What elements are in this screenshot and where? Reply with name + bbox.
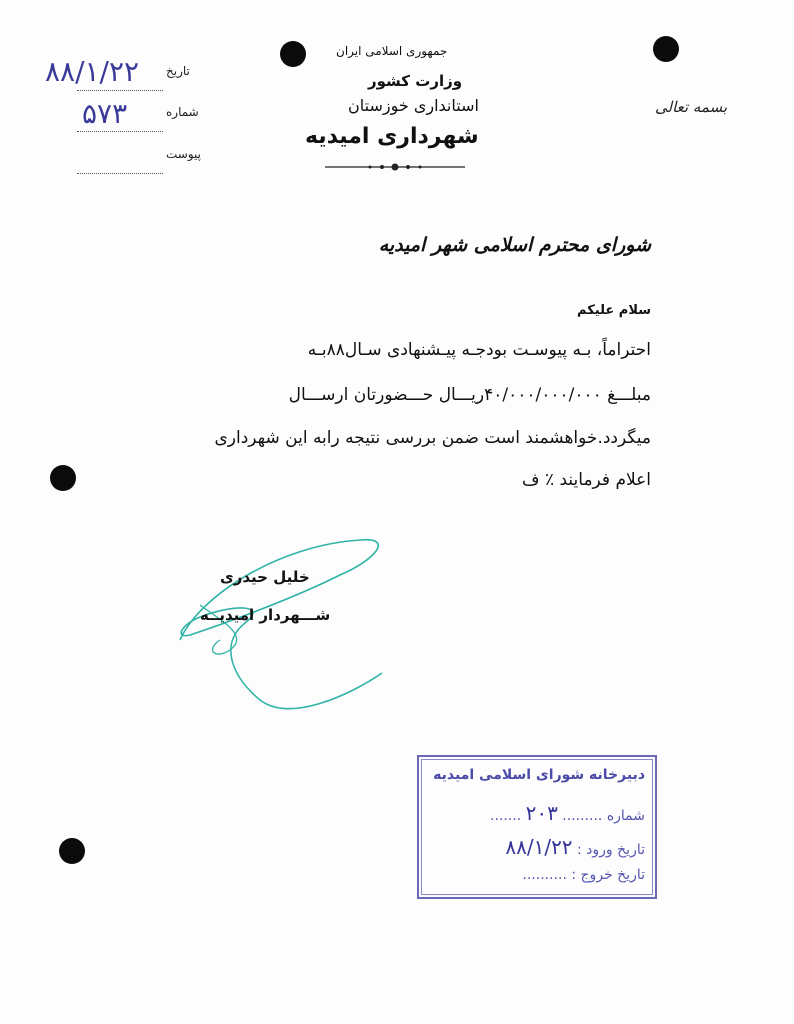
stamp-number-row: شماره ......... ۲۰۳ ....... xyxy=(490,801,645,825)
attachment-label: پیوست xyxy=(166,147,201,161)
body-line-2: مبلـــغ ۴۰/۰۰۰/۰۰۰/۰۰۰ریـــال حـــضورتان ارســـال xyxy=(288,385,651,405)
body-line-3: میگردد.خواهشمند است ضمن بررسی نتیجه رابه این شهرداری xyxy=(214,428,651,448)
stamp-exit-label: تاریخ خروج xyxy=(580,867,645,883)
punch-hole xyxy=(280,41,306,67)
date-label: تاریخ xyxy=(166,64,190,78)
greeting: سلام علیکم xyxy=(577,303,651,318)
signatory-name: خلیل حیدری xyxy=(220,568,310,586)
punch-hole xyxy=(653,36,679,62)
number-label: شماره xyxy=(166,105,199,119)
stamp-entry-row: تاریخ ورود : ۸۸/۱/۲۲ xyxy=(505,835,645,859)
stamp-entry-label: تاریخ ورود xyxy=(586,842,645,858)
attachment-dots xyxy=(73,159,163,178)
number-handwritten-value: ۵۷۳ xyxy=(82,97,128,130)
date-handwritten-value: ۸۸/۱/۲۲ xyxy=(45,55,140,88)
stamp-title: دبیرخانه شورای اسلامی امیدیه xyxy=(433,767,645,783)
body-line-1: احتراماً، بـه پیوسـت بودجـه پیـشنهادی سـال۸۸بـه xyxy=(307,340,651,360)
stamp-number-value: ۲۰۳ xyxy=(525,801,558,825)
signature-scribble xyxy=(160,525,400,725)
stamp-number-label: شماره xyxy=(606,808,645,824)
signatory-title: شـــهردار امیدیــه xyxy=(200,606,331,624)
received-stamp xyxy=(417,755,657,899)
province-line: استانداری خوزستان xyxy=(348,96,479,115)
municipality-title: شهرداری امیدیه xyxy=(305,124,479,149)
addressee: شورای محترم اسلامی شهر امیدیه xyxy=(378,234,651,256)
punch-hole xyxy=(50,465,76,491)
ministry-line: وزارت کشور xyxy=(368,72,463,90)
body-line-4: اعلام فرمایند ٪ ف xyxy=(521,470,651,490)
header-ornament xyxy=(320,160,470,174)
punch-hole xyxy=(59,838,85,864)
country-line: جمهوری اسلامی ایران xyxy=(336,44,448,58)
besmellah-mark: بسمه تعالی xyxy=(655,98,728,116)
stamp-entry-value: ۸۸/۱/۲۲ xyxy=(505,835,573,859)
stamp-exit-row: تاریخ خروج : .......... xyxy=(522,867,645,883)
